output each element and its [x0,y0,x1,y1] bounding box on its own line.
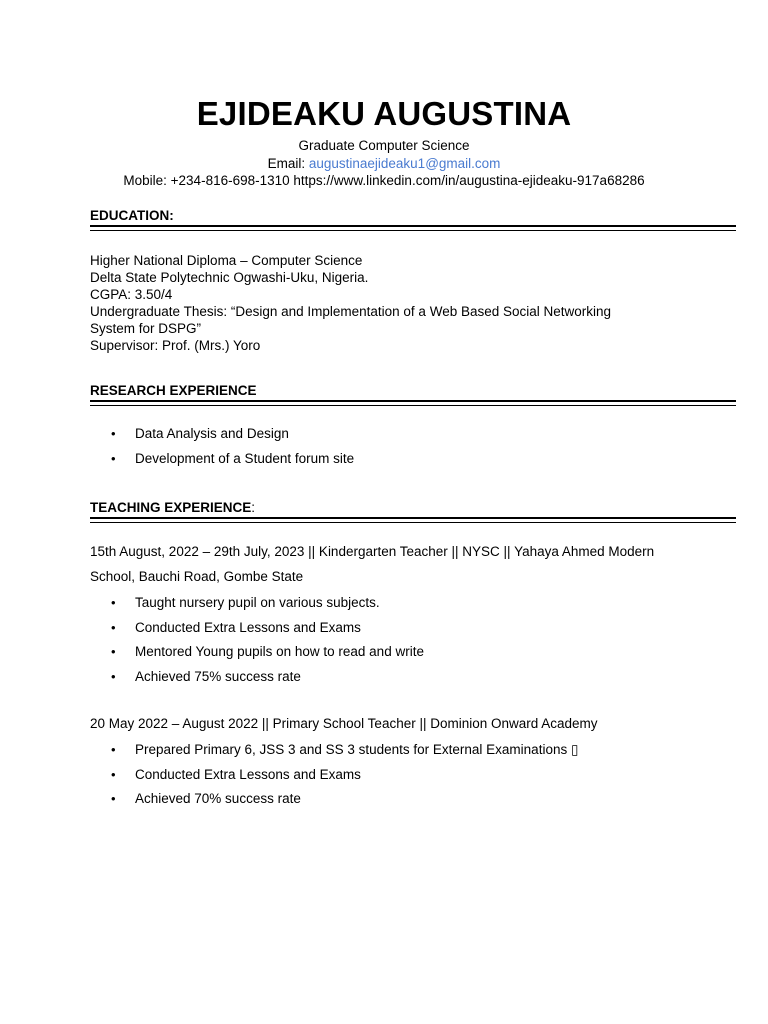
list-item: • Conducted Extra Lessons and Exams [90,616,424,641]
job-duties-list [90,591,424,689]
teaching-rule-bottom [90,522,736,523]
mobile-line: Mobile: +234-816-698-1310 https://www.linkedin.com/in/augustina-ejideaku-917a68286 [123,173,645,188]
candidate-title: Graduate Computer Science [298,138,470,153]
bullet-marker: • [111,791,116,806]
education-details [90,252,670,354]
education-line: CGPA: 3.50/4 [90,287,173,302]
bullet-marker: • [111,644,116,659]
list-item: • Prepared Primary 6, JSS 3 and SS 3 students for External Examinations ▯ [90,738,578,763]
bullet-marker: • [111,668,116,684]
research-rule-top [90,400,736,402]
list-item: • Achieved 70% success rate [90,787,578,812]
education-line: Higher National Diploma – Computer Science [90,253,363,268]
list-item: • Achieved 75% success rate [90,665,424,690]
research-heading: RESEARCH EXPERIENCE [90,383,257,398]
education-rule-top [90,225,736,227]
email-link[interactable]: augustinaejideaku1@gmail.com [308,156,501,171]
teaching-rule-top [90,517,736,519]
education-line: Undergraduate Thesis: “Design and Implementation of a Web Based Social Networking [90,304,612,319]
education-line: System for DSPG” [90,321,202,336]
list-item: • Data Analysis and Design [90,422,354,447]
list-item: • Conducted Extra Lessons and Exams [90,763,578,788]
bullet-marker: • [111,766,116,782]
bullet-marker: • [111,619,116,635]
bullet-marker: • [111,426,116,441]
research-list [90,422,354,471]
list-item: • Taught nursery pupil on various subjects. [90,591,424,616]
candidate-name: EJIDEAKU AUGUSTINA [196,95,572,132]
education-heading: EDUCATION: [90,208,174,223]
education-rule-bottom [90,230,736,231]
education-line: Delta State Polytechnic Ogwashi-Uku, Nigeria. [90,270,369,285]
education-line: Supervisor: Prof. (Mrs.) Yoro [90,338,261,353]
teaching-heading: TEACHING EXPERIENCE: [90,500,256,515]
list-item: • Development of a Student forum site [90,447,354,472]
bullet-marker: • [111,450,116,466]
job-duties-list [90,738,578,812]
bullet-marker: • [111,742,116,757]
job-summary: 15th August, 2022 – 29th July, 2023 || Kindergarten Teacher || NYSC || Yahaya Ahmed Modern School, Bauchi Road, Gombe State [90,544,655,584]
bullet-marker: • [111,595,116,610]
job-summary: 20 May 2022 – August 2022 || Primary School Teacher || Dominion Onward Academy [90,716,598,731]
email-label: Email: [267,156,309,171]
research-rule-bottom [90,405,736,406]
list-item: • Mentored Young pupils on how to read and write [90,640,424,665]
email-line [0,155,768,172]
